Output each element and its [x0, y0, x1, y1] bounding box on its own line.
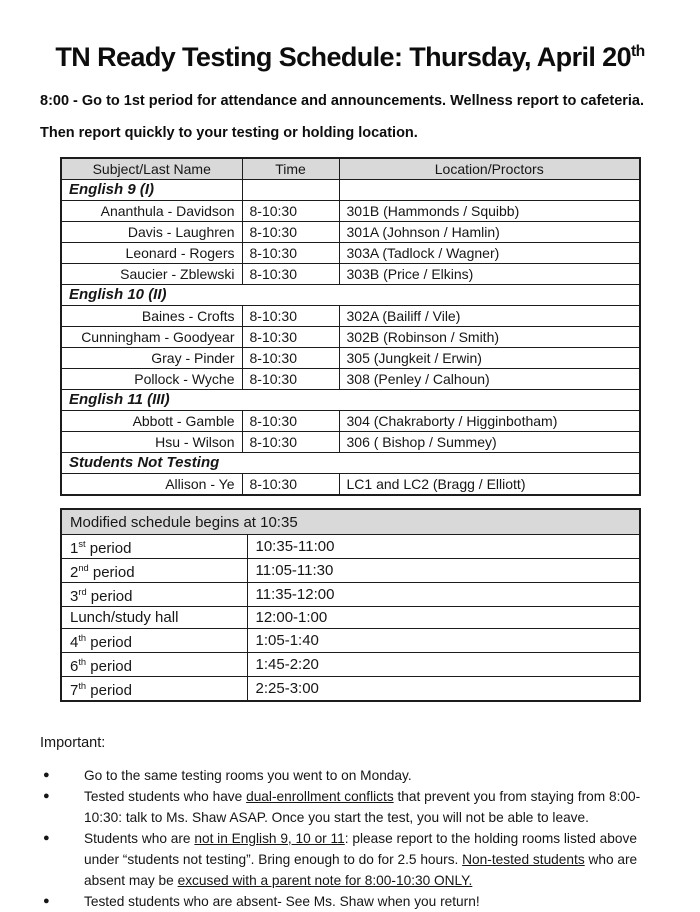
schedule-row	[61, 348, 640, 369]
modified-schedule-table	[60, 508, 641, 702]
text-segment: th	[78, 681, 87, 691]
column-header-time: Time	[242, 158, 339, 180]
testing-schedule-table	[60, 157, 641, 496]
empty-cell	[339, 180, 640, 201]
text-segment: period	[85, 540, 132, 557]
text-segment: 6	[70, 658, 79, 675]
text-segment: rd	[78, 587, 87, 597]
bullet-icon: ●	[43, 895, 50, 907]
section-row	[61, 390, 640, 411]
text-segment: period	[86, 588, 133, 605]
section-row	[61, 180, 640, 201]
section-label: English 9 (I)	[61, 180, 242, 201]
cell-time: 8-10:30	[242, 201, 339, 222]
bullet-text	[84, 891, 660, 912]
underlined-text: excused with a parent note for 8:00-10:30 ONLY.	[177, 873, 473, 888]
intro-lines	[40, 93, 660, 142]
schedule-row	[61, 327, 640, 348]
cell-period-time: 12:00-1:00	[247, 607, 640, 629]
schedule-row	[61, 411, 640, 432]
bullet-item	[40, 828, 660, 891]
text-segment: Tested students who are absent- See Ms. Shaw when you return!	[84, 894, 480, 909]
cell-time: 8-10:30	[242, 348, 339, 369]
cell-location: 302A (Bailiff / Vile)	[339, 306, 640, 327]
section-row	[61, 453, 640, 474]
cell-last-name: Ananthula - Davidson	[61, 201, 242, 222]
cell-location: 303A (Tadlock / Wagner)	[339, 243, 640, 264]
cell-time: 8-10:30	[242, 264, 339, 285]
bullet-icon: ●	[43, 832, 50, 844]
cell-period	[61, 677, 247, 702]
text-segment: 2	[70, 564, 79, 581]
cell-period	[61, 607, 247, 629]
bullet-text	[84, 786, 660, 828]
cell-period	[61, 559, 247, 583]
schedule-row	[61, 432, 640, 453]
cell-last-name: Abbott - Gamble	[61, 411, 242, 432]
bullet-icon: ●	[43, 769, 50, 781]
cell-time: 8-10:30	[242, 243, 339, 264]
modified-schedule-body	[61, 509, 640, 701]
text-segment: that prevent you from staying from 8:00-10:30: talk to Ms. Shaw ASAP. Once you start the test, you will not be able to leave.	[84, 789, 641, 825]
text-segment: th	[78, 633, 87, 643]
text-segment: period	[86, 658, 132, 675]
cell-last-name: Baines - Crofts	[61, 306, 242, 327]
period-row	[61, 653, 640, 677]
bullet-item	[40, 786, 660, 828]
text-segment: 4	[70, 634, 79, 651]
cell-period	[61, 535, 247, 559]
intro-line: Then report quickly to your testing or holding location.	[40, 125, 418, 141]
schedule-row	[61, 306, 640, 327]
text-segment: period	[88, 564, 135, 581]
intro-line: 8:00 - Go to 1st period for attendance and announcements. Wellness report to cafeteria.	[40, 93, 645, 109]
underlined-text: dual-enrollment conflicts	[246, 789, 394, 804]
cell-location: 304 (Chakraborty / Higginbotham)	[339, 411, 640, 432]
period-row	[61, 677, 640, 702]
empty-cell	[242, 180, 339, 201]
period-row	[61, 559, 640, 583]
cell-period	[61, 583, 247, 607]
text-segment: period	[86, 634, 132, 651]
text-segment: TN Ready Testing Schedule: Thursday, April 20	[55, 42, 632, 72]
schedule-row	[61, 474, 640, 496]
cell-time: 8-10:30	[242, 327, 339, 348]
bullet-item	[40, 891, 660, 912]
section-label: English 11 (III)	[61, 390, 640, 411]
important-heading: Important:	[40, 735, 106, 751]
text-segment: who are absent may be	[84, 852, 638, 888]
cell-time: 8-10:30	[242, 432, 339, 453]
cell-period-time: 2:25-3:00	[247, 677, 640, 702]
text-segment: th	[631, 43, 645, 60]
cell-last-name: Gray - Pinder	[61, 348, 242, 369]
period-row	[61, 583, 640, 607]
cell-location: LC1 and LC2 (Bragg / Elliott)	[339, 474, 640, 496]
cell-period-time: 11:35-12:00	[247, 583, 640, 607]
schedule-row	[61, 264, 640, 285]
text-segment: 7	[70, 682, 79, 699]
period-row	[61, 607, 640, 629]
cell-last-name: Davis - Laughren	[61, 222, 242, 243]
bullet-icon: ●	[43, 790, 50, 802]
underlined-text: not in English 9, 10 or 11	[194, 831, 345, 846]
text-segment: Tested students who have	[84, 789, 247, 804]
cell-location: 308 (Penley / Calhoun)	[339, 369, 640, 390]
testing-schedule-body	[61, 180, 640, 496]
page-title	[40, 34, 660, 75]
cell-period	[61, 629, 247, 653]
text-segment: period	[86, 682, 132, 699]
cell-time: 8-10:30	[242, 411, 339, 432]
section-label: Students Not Testing	[61, 453, 640, 474]
table-header-row	[61, 158, 640, 180]
bullet-text	[84, 765, 660, 786]
bullet-text	[84, 828, 660, 891]
cell-period-time: 11:05-11:30	[247, 559, 640, 583]
period-row	[61, 629, 640, 653]
text-segment: 3	[70, 588, 79, 605]
cell-last-name: Cunningham - Goodyear	[61, 327, 242, 348]
modified-schedule-header: Modified schedule begins at 10:35	[61, 509, 640, 535]
cell-last-name: Hsu - Wilson	[61, 432, 242, 453]
schedule-row	[61, 369, 640, 390]
cell-location: 302B (Robinson / Smith)	[339, 327, 640, 348]
cell-time: 8-10:30	[242, 474, 339, 496]
text-segment: : please report to the holding rooms listed above under “students not testing”. Bring enough to do for 2.5 hours.	[84, 831, 637, 867]
column-header-subject: Subject/Last Name	[61, 158, 242, 180]
cell-location: 301A (Johnson / Hamlin)	[339, 222, 640, 243]
section-row	[61, 285, 640, 306]
cell-time: 8-10:30	[242, 369, 339, 390]
cell-period-time: 1:45-2:20	[247, 653, 640, 677]
bullet-item	[40, 765, 660, 786]
schedule-row	[61, 243, 640, 264]
text-segment: Go to the same testing rooms you went to on Monday.	[84, 768, 412, 783]
column-header-location: Location/Proctors	[339, 158, 640, 180]
schedule-row	[61, 201, 640, 222]
text-segment: st	[78, 539, 86, 549]
cell-period-time: 10:35-11:00	[247, 535, 640, 559]
cell-period-time: 1:05-1:40	[247, 629, 640, 653]
cell-location: 303B (Price / Elkins)	[339, 264, 640, 285]
text-segment: nd	[78, 563, 89, 573]
cell-time: 8-10:30	[242, 306, 339, 327]
schedule-row	[61, 222, 640, 243]
underlined-text: Non-tested students	[462, 852, 585, 867]
cell-location: 306 ( Bishop / Summey)	[339, 432, 640, 453]
text-segment: 1	[70, 540, 79, 557]
cell-location: 305 (Jungkeit / Erwin)	[339, 348, 640, 369]
section-label: English 10 (II)	[61, 285, 640, 306]
cell-last-name: Allison - Ye	[61, 474, 242, 496]
cell-last-name: Pollock - Wyche	[61, 369, 242, 390]
cell-period	[61, 653, 247, 677]
text-segment: Students who are	[84, 831, 195, 846]
important-bullets	[40, 765, 660, 912]
text-segment: Lunch/study hall	[70, 609, 179, 626]
cell-time: 8-10:30	[242, 222, 339, 243]
cell-location: 301B (Hammonds / Squibb)	[339, 201, 640, 222]
cell-last-name: Saucier - Zblewski	[61, 264, 242, 285]
text-segment: th	[78, 657, 87, 667]
period-row	[61, 535, 640, 559]
modified-schedule-header-row	[61, 509, 640, 535]
cell-last-name: Leonard - Rogers	[61, 243, 242, 264]
